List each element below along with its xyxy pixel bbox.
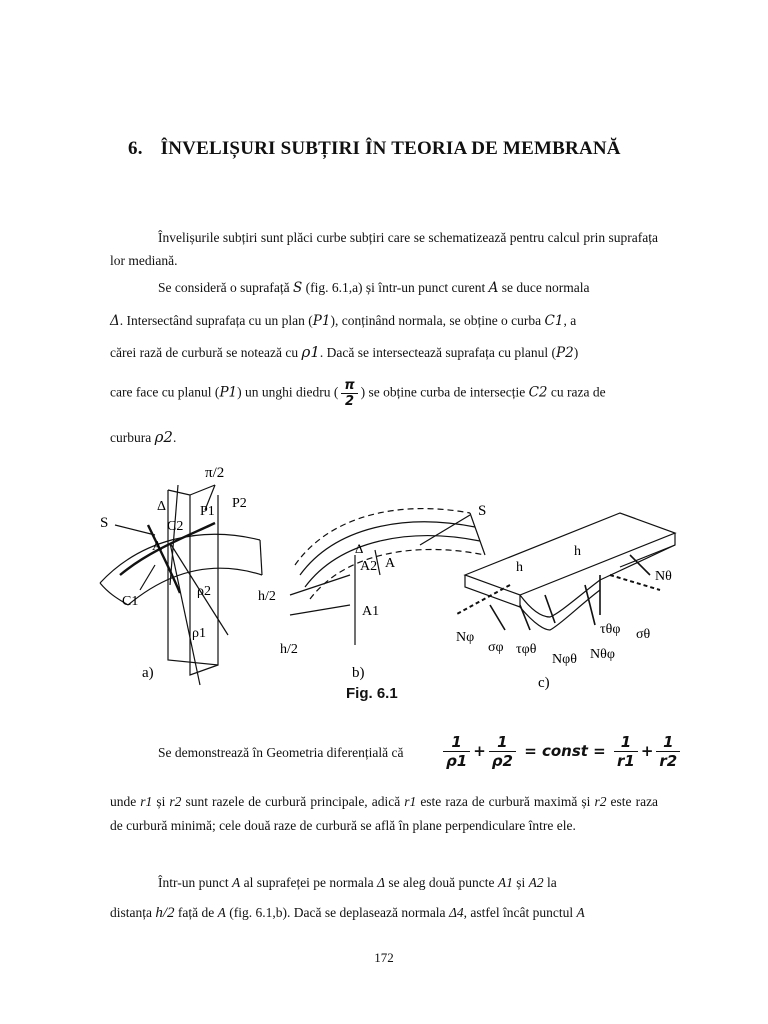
curvature-equation: $\frac{1}{\rho 1}$ + $\frac{1}{\rho 2}$ = const = $\frac{1}{r1}$ + $\frac{1}{r2}$ bbox=[440, 733, 683, 770]
fig-b-h2b: h/2 bbox=[280, 642, 298, 657]
fig-c-tauthetaphi: τθφ bbox=[600, 622, 621, 637]
fig-c-sigphi: σφ bbox=[488, 640, 504, 655]
p2-line-5: curbura ρ2. bbox=[110, 428, 177, 446]
chapter-number: 6. bbox=[128, 138, 143, 159]
p3-line: Se demonstrează în Geometria diferențială că bbox=[158, 745, 404, 760]
fig-a-P1: P1 bbox=[200, 504, 215, 519]
chapter-title-text: ÎNVELIȘURI SUBȚIRI ÎN TEORIA DE MEMBRANĂ bbox=[160, 138, 621, 159]
fig-c-Nthetaphi: Nθφ bbox=[590, 647, 615, 662]
chapter-title bbox=[128, 138, 621, 160]
fig-c-h2: h bbox=[516, 560, 523, 575]
fig-a-delta: Δ bbox=[157, 499, 167, 514]
fig-a-rho2: ρ2 bbox=[197, 584, 211, 599]
fig-a-P2: P2 bbox=[232, 496, 247, 511]
fig-a-pi2: π/2 bbox=[205, 465, 225, 481]
fig-a-C2: C2 bbox=[167, 519, 184, 534]
paragraph-4: unde r1 și r2 sunt razele de curbură principale, adică r1 este raza de curbură maximă și r2 este raza de curbură minimă; cele două raze de curbură se află în plane perpendiculare între ele. bbox=[110, 794, 659, 833]
fig-a-A: A bbox=[152, 539, 163, 554]
p2-line-2: Δ. Intersectând suprafața cu un plan (P1), conținând normala, se obține o curba C1, a bbox=[110, 313, 577, 329]
p2-line-1: Se consideră o suprafață S (fig. 6.1,a) și într-un punct curent A se duce normala bbox=[158, 280, 590, 296]
fig-c-Nphitheta: Nφθ bbox=[552, 652, 577, 667]
fig-b-h2a: h/2 bbox=[258, 589, 276, 604]
fig-c-tauphitheta: τφθ bbox=[516, 642, 537, 657]
p5-line-1: Într-un punct A al suprafeței pe normala Δ se aleg două puncte A1 și A2 la bbox=[158, 875, 557, 890]
paragraph-1: Învelișurile subțiri sunt plăci curbe subțiri care se schematizează pentru calcul prin suprafața lor mediană. bbox=[110, 230, 658, 268]
fig-c-Nphi: Nφ bbox=[456, 630, 475, 645]
fig-c-h1: h bbox=[574, 544, 581, 559]
fig-c-sigtheta: σθ bbox=[636, 627, 651, 642]
fig-a-label: a) bbox=[142, 665, 154, 681]
figure-caption: Fig. 6.1 bbox=[346, 685, 398, 702]
fig-a-S: S bbox=[100, 515, 109, 531]
fig-b-label: b) bbox=[352, 665, 365, 681]
fig-a-rho1: ρ1 bbox=[192, 626, 206, 641]
figure-6-1 bbox=[0, 455, 768, 695]
fig-c-Ntheta: Nθ bbox=[655, 569, 672, 584]
fig-a-C1: C1 bbox=[122, 594, 139, 609]
fig-b-A2: A2 bbox=[360, 559, 378, 574]
fig-b-S: S bbox=[478, 503, 487, 519]
fig-b-A1: A1 bbox=[362, 604, 380, 619]
fig-c-label: c) bbox=[538, 675, 550, 691]
p2-line-4: care face cu planul (P1) un unghi diedru ( $\frac{\pi}{2}$ ) se obține curba de intersecție C2 cu raza de bbox=[110, 378, 606, 409]
p2-line-3: cărei rază de curbură se notează cu ρ1. Dacă se intersectează suprafața cu planul (P2) bbox=[110, 343, 579, 361]
page-number: 172 bbox=[374, 950, 394, 965]
fig-b-A: A bbox=[385, 556, 396, 571]
p5-line-2: distanța h/2 față de A (fig. 6.1,b). Dacă se deplasează normala Δ4, astfel încât punctul A bbox=[110, 905, 585, 921]
fig-b-delta: Δ bbox=[355, 541, 364, 556]
